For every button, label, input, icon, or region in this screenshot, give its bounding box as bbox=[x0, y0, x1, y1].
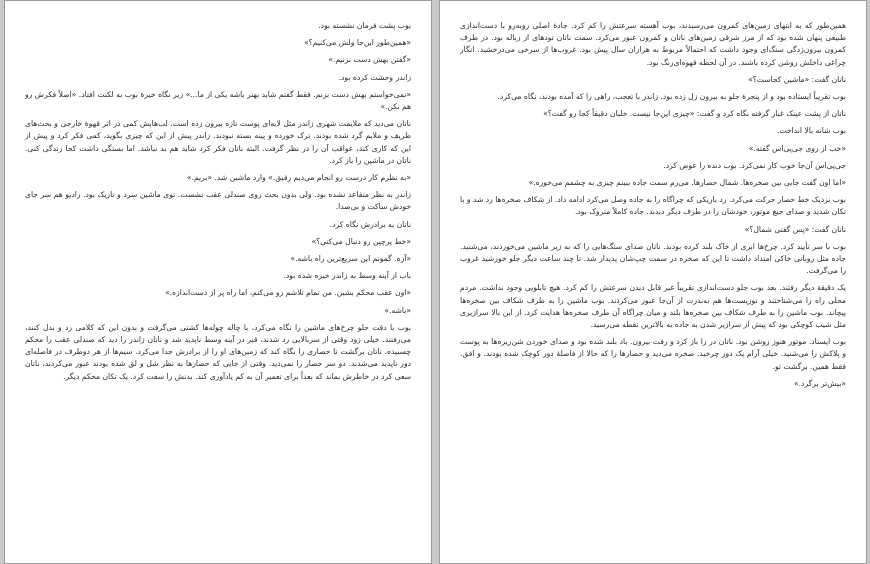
paragraph: جی‌پی‌اس آن‌جا خوب کار نمی‌کرد. بوب دنده را عوض کرد. bbox=[663, 160, 846, 170]
paragraph: بوب تقریباً ایستاده بود و از پنجرهٔ جلو به بیرون زل زده بود. زاندر با تعجب، راهی را که آمده بودند، نگاه می‌کرد. bbox=[497, 92, 846, 102]
paragraph: ناتان از پشت عینک غبار گرفته نگاه کرد و گفت: «چیزی این‌جا نیست. خلبان دقیقاً کجا رو گفت؟» bbox=[543, 109, 846, 119]
paragraph: همین‌طور که به انتهای زمین‌های کمرون می‌رسیدند، بوب آهسته سرعتش را کم کرد. جادهٔ اصلی روبه‌رو با دست‌اندازی طبیعی پنهان شده بود که از مرز شرقی زمین‌های ناتان و کمرون عبور می‌کرد. سمت ناتان تودهای از زباله بود. در طرف کمرون بیرون‌زدگی سنگ‌ای وجود داشت که احتمالاً مربوط به هزاران سال پیش بود. غروب‌ها از سرخی می‌درخشید. انگار چراغی داخلش روشن کرده باشند. در آن لحظه قهوه‌ای‌رنگ بود. bbox=[460, 21, 846, 67]
paragraph: زاندر وحشت کرده بود. bbox=[338, 72, 411, 82]
paragraph: «خب از روی جی‌پی‌اس گفته.» bbox=[748, 143, 846, 153]
left-page bbox=[4, 0, 432, 564]
right-page bbox=[439, 0, 867, 564]
paragraph: بوب با سر تأیید کرد. چرخ‌ها ابری از خاک بلند کرده بودند. ناتان صدای سنگ‌هایی را که به زیر ماشین می‌خوردند، می‌شنید. جاده مثل روبانی خاکی امتداد داشت تا این که صخره در سمت چپ‌شان پدیدار شد. تا چند ساعت دیگر جلو خورشید غروب را می‌گرفت. bbox=[460, 241, 846, 276]
paragraph: بوب پشت فرمان نشسته بود. bbox=[318, 21, 411, 30]
paragraph: یک دقیقهٔ دیگر رفتند. بعد بوب جلو دست‌اندازی تقریباً غیر قابل دیدن سرعتش را کم کرد. هیچ تابلویی وجود نداشت. مردم محلی راه را می‌شناختند و توریست‌ها هم به‌ندرت از آن‌جا عبور می‌کردند. بوب ماشین را به طرف شکاف بین صخره‌ها پیچاند. بوب ماشین را به طرف شکاف بین صخره‌ها بلند و میان چراگاه آن طرف صخره‌ها هدایت کرد. از این بالا سرازیری مثل شیب کوچکی بود که پیش از سرازیر شدن به جاده به بالاترین نقطه می‌رسید. bbox=[460, 283, 846, 330]
paragraph: «باشه.» bbox=[384, 305, 411, 315]
paragraph: بوب با دقت جلو چرخ‌های ماشین را نگاه می‌کرد، با چاله چوله‌ها کشتی می‌گرفت و بدون این که کلامی رد و بدل کنند، می‌رفتند. خیلی زود وقتی از سربالایی رد شدند، قبر در آینه وسط ناپدید شد و ناتان زاندر را دید که صندلی عقب را محکم چسبیده. ناتان برگشت تا حصاری را نگاه کند که زمین‌های او را از برادرش جدا می‌کرد. سیم‌ها از هر دوطرف در فاصله‌ای دور ناپدید می‌شدند. دو سر حصار را نمی‌دید. وقتی از جایی که حصارها به نظر شل و لق شده بودند عبور می‌کردند، ناتان سعی کرد در خاطرش بماند که بعداً برای تعمیر آن به کم یادآوری کند. بدنش را سفت کرد. یک تکان محکم دیگر. bbox=[25, 322, 411, 381]
paragraph: بوب شانه بالا انداخت. bbox=[777, 126, 846, 136]
paragraph: ناتان می‌دید که ملایمت شهری زاندر مثل لایه‌ای پوست تازه بیرون زده است. لب‌هایش کمی در اثر قهوهٔ خارجی و بحث‌های ظریف و ملایم گرد شده بودند. ترک خورده و پینه بسته نبودند. زاندر پیش از این که چیزی بگوید، کمی فکر کرد و پیش از این که کاری کند، عواقب آن را در نظر گرفت. البته ناتان فکر کرد شاید هم بد نباشد. اما بستگی داشت کجا زندگی کنی. ناتان در ماشین را باز کرد. bbox=[25, 119, 411, 165]
paragraph: «گفتن بهش دست نزنیم.» bbox=[328, 55, 411, 65]
paragraph: ناتان گفت: «پس گفتی شمال؟» bbox=[744, 224, 846, 234]
paragraph: «اما اون گفت جایی بین صخره‌ها. شمال حصارها. می‌رم سمت جاده ببینم چیزی به چشمم می‌خوره.» bbox=[528, 178, 846, 188]
paragraph: «نمی‌خواستم بهش دست بزنم. فقط گفتم شاید بهتر باشه یکی از ما...» زیر نگاه خیرهٔ بوب به لکنت افتاد. «اصلاً فکرش رو هم نکن.» bbox=[25, 89, 411, 112]
paragraph: بوب نزدیک خط حصار حرکت می‌کرد. رد باریکی که چراگاه را به جاده وصل می‌کرد ادامه داد. از شکاف صخره‌ها رد شد و با تکان شدید و صدای جیغ موتور، خودشان را در طرف دیگر دیدند. جاده کاملاً متروک بود. bbox=[460, 195, 846, 217]
paragraph: «آره. گمونم این سریع‌ترین راه باشه.» bbox=[290, 254, 411, 264]
paragraph: زاندر به نظر متقاعد نشده بود. ولی بدون بحث روی صندلی عقب نشست. توی ماشین سرد و تاریک بود. رادیو هم سر جای خودش ساکت و بی‌صدا. bbox=[25, 190, 411, 212]
paragraph: باب از آینه وسط به زاندر خیره شده بود. bbox=[283, 271, 411, 281]
paragraph: «بیش‌تر برگرد.» bbox=[794, 378, 846, 388]
right-page-body bbox=[460, 20, 846, 395]
paragraph: «خط پرچین رو دنبال می‌کنی؟» bbox=[311, 236, 411, 246]
paragraph: «همین‌طور این‌جا ولش می‌کنیم؟» bbox=[304, 38, 411, 48]
paragraph: ناتان گفت: «ماشین کجاست؟» bbox=[748, 74, 846, 84]
paragraph: «به نظرم کار درست رو انجام می‌دیم رفیق.» وارد ماشین شد. «بریم.» bbox=[186, 173, 411, 183]
paragraph: ناتان به برادرش نگاه کرد. bbox=[329, 219, 411, 229]
left-page-body bbox=[25, 20, 411, 388]
paragraph: «اون عقب محکم بشین. من تمام تلاشم رو می‌کنم، اما راه پر از دست‌اندازه.» bbox=[165, 288, 411, 298]
paragraph: بوب ایستاد. موتور هنوز روشن بود. ناتان در را باز کرد و رفت بیرون. باد بلند شده بود و صدای خوردن شن‌ریزه‌ها به پوست و پلاکش را می‌شنید. خیلی آرام یک دور چرخید. صخره می‌دید و حصارها را که حالا از فاصلهٔ دور کوچک شده بودند. و افق. فقط همین. برگشت تو. bbox=[460, 337, 846, 371]
